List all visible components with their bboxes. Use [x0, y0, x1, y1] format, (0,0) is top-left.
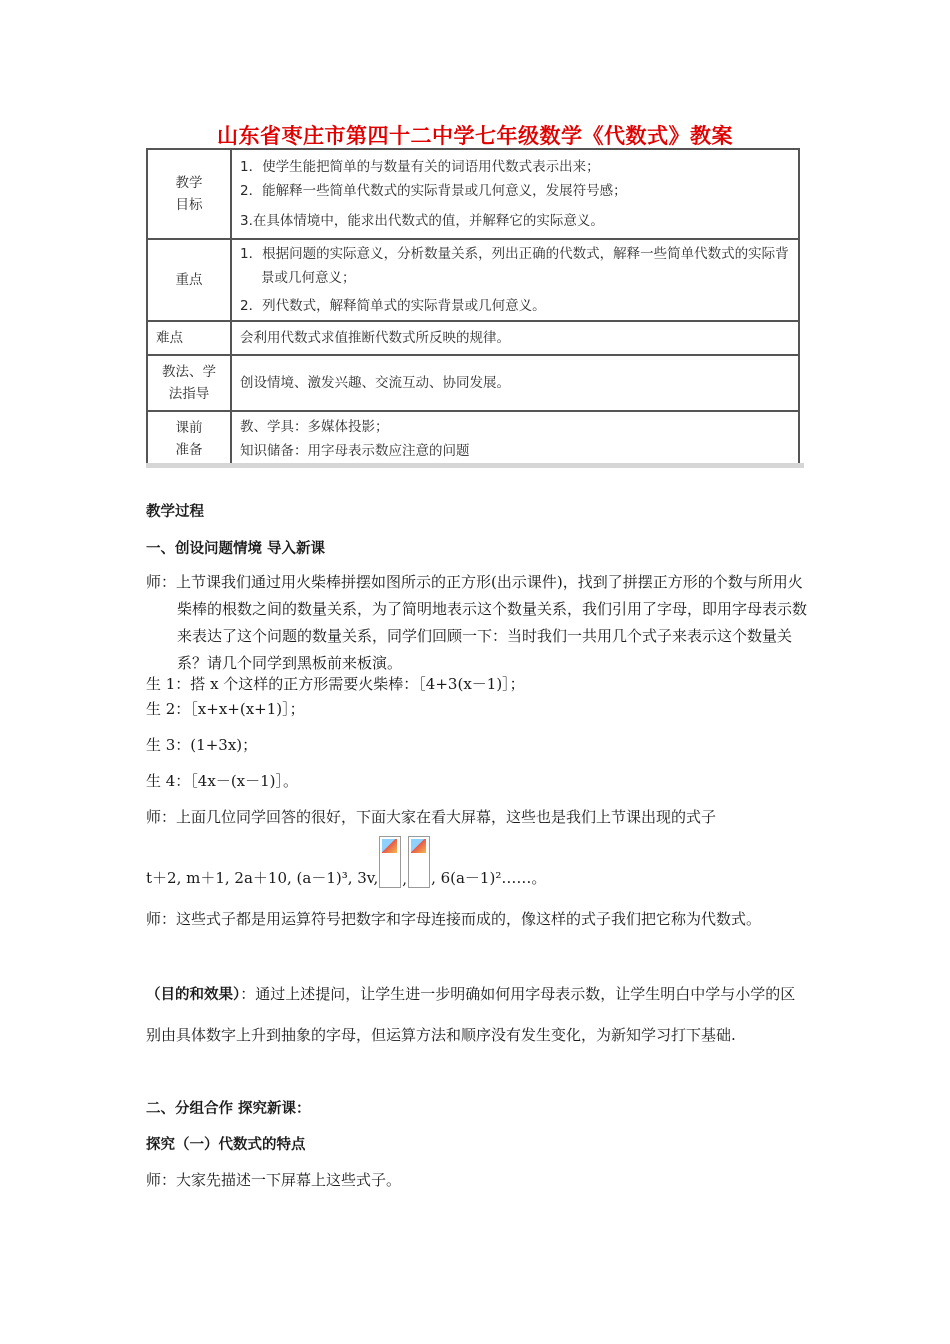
fraction-image-placeholder — [379, 836, 401, 888]
document-title: 山东省枣庄市第四十二中学七年级数学《代数式》教案 — [217, 124, 733, 148]
expressions-separator: , — [402, 870, 408, 888]
objectives-table — [146, 148, 800, 467]
purpose-text: ：通过上述提问，让学生进一步明确如何用字母表示数，让学生明白中学与小学的区别由具体数字上升到抽象的字母，但运算方法和顺序没有发生变化，为新知学习打下基础. — [146, 985, 796, 1044]
row-label: 难点 — [147, 321, 231, 355]
section-heading: 一、创设问题情境 导入新课 — [146, 541, 326, 557]
row-label: 课前 准备 — [147, 411, 231, 466]
fraction-image-placeholder — [408, 836, 430, 888]
expressions-part-2: , 6(a－1)²……。 — [431, 869, 547, 887]
student-answer: 生 2：［x+x+(x+1)］； — [146, 700, 305, 718]
expressions-part-1: t＋2, m＋1, 2a＋10, (a－1)³, 3v, — [146, 869, 379, 887]
row-content: 教、学具：多媒体投影； 知识储备：用字母表示数应注意的问题 — [231, 411, 799, 466]
table-row — [147, 239, 799, 321]
student-answer: 生 1：搭 x 个这样的正方形需要火柴棒：［4+3(x－1)］； — [146, 675, 525, 693]
purpose-paragraph — [146, 974, 808, 1055]
table-row — [147, 355, 799, 411]
teacher-paragraph: 师：上节课我们通过用火柴棒拼摆如图所示的正方形(出示课件)，找到了拼摆正方形的个数与所用火柴棒的根数之间的数量关系，为了简明地表示这个数量关系，我们引用了字母，即用字母表示数来表达了这个问题的数量关系，同学们回顾一下：当时我们一共用几个式子来表示这个数量关系？请几个同学到黑板前来板演。 — [146, 573, 808, 672]
row-content: 1．根据问题的实际意义，分析数量关系，列出正确的代数式，解释一些简单代数式的实际背景或几何意义； 2．列代数式，解释简单式的实际背景或几何意义。 — [231, 239, 799, 321]
row-label: 教法、学 法指导 — [147, 355, 231, 411]
table-row — [147, 411, 799, 466]
row-label: 教学 目标 — [147, 149, 231, 239]
purpose-label: （目的和效果） — [146, 987, 241, 1003]
section-heading: 二、分组合作 探究新课： — [146, 1101, 311, 1117]
student-answer: 生 4：［4x－(x－1)］。 — [146, 772, 299, 790]
teacher-paragraph: 师：这些式子都是用运算符号把数字和字母连接而成的，像这样的式子我们把它称为代数式。 — [146, 910, 762, 928]
teacher-paragraph: 师：上面几位同学回答的很好，下面大家在看大屏幕，这些也是我们上节课出现的式子 — [146, 808, 717, 826]
table-row — [147, 149, 799, 239]
section-heading: 教学过程 — [146, 504, 204, 520]
row-content: 创设情境、激发兴趣、交流互动、协同发展。 — [231, 355, 799, 411]
student-answer: 生 3：(1+3x)； — [146, 736, 258, 754]
expression-list — [146, 836, 546, 888]
table-shadow — [146, 463, 804, 468]
row-content: 会利用代数式求值推断代数式所反映的规律。 — [231, 321, 799, 355]
teacher-paragraph: 师：大家先描述一下屏幕上这些式子。 — [146, 1171, 402, 1189]
table-row — [147, 321, 799, 355]
row-label: 重点 — [147, 239, 231, 321]
section-heading: 探究（一）代数式的特点 — [146, 1137, 306, 1153]
row-content: 1．使学生能把简单的与数量有关的词语用代数式表示出来； 2．能解释一些简单代数式的实际背景或几何意义，发展符号感； 3.在具体情境中，能求出代数式的值，并解释它的实际意义。 — [231, 149, 799, 239]
